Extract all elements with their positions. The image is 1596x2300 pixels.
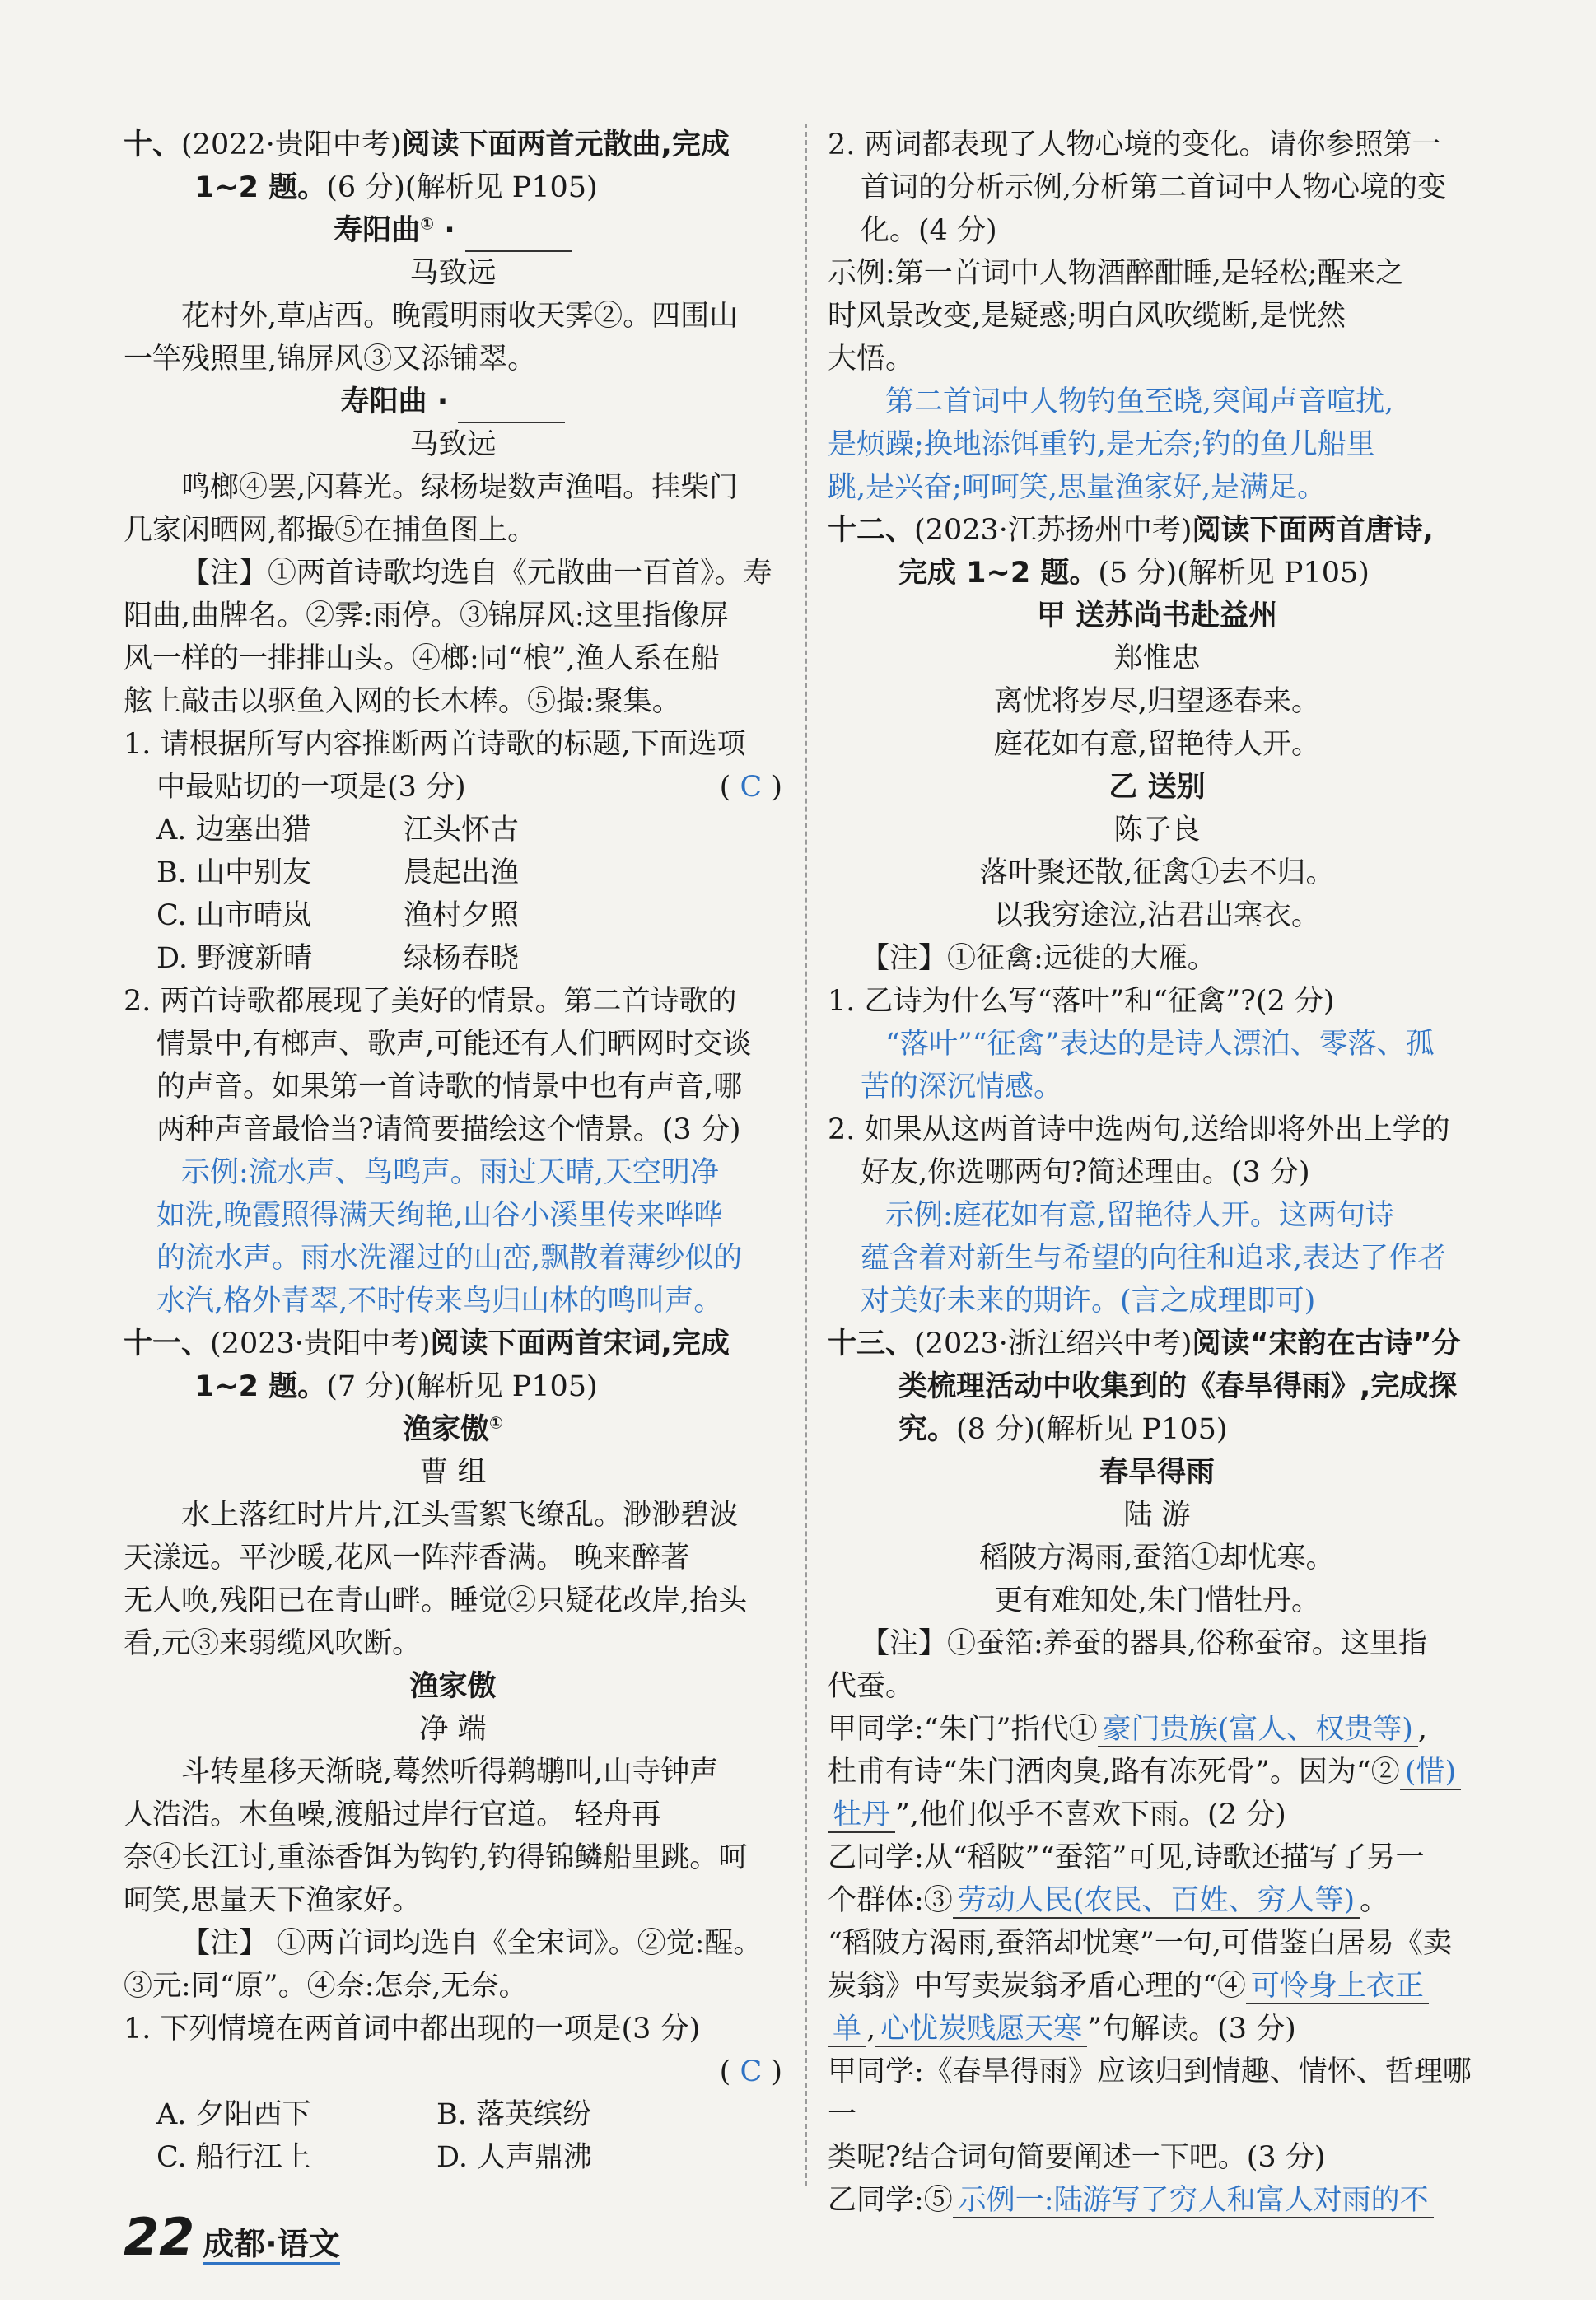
poem-1-line: 一竿残照里,锦屏风③又添铺翠。: [124, 343, 537, 376]
question-4-cont: 化。(4 分): [861, 214, 997, 247]
section-10-heading-cont: 1~2 题。(6 分)(解析见 P105): [194, 171, 598, 204]
poem-b-line: 落叶聚还散,征禽①去不归。: [979, 856, 1335, 889]
fill-line: 乙同学:从“稻陂”“蚕箔”可见,诗歌还描写了另一: [828, 1841, 1425, 1874]
column-divider: [805, 124, 807, 2186]
answer-line: 蕴含着对新生与希望的向往和追求,表达了作者: [861, 1242, 1447, 1275]
poem-a-title: 甲 送苏尚书赴益州: [1036, 599, 1278, 632]
answer-line: 第二首词中人物钓鱼至晓,突闻声音喧扰,: [885, 385, 1394, 418]
section-12-heading: 十二、(2023·江苏扬州中考)阅读下面两首唐诗,: [828, 514, 1434, 547]
question-1-cont: 中最贴切的一项是(3 分) ( C ): [124, 766, 782, 809]
option[interactable]: B. 落英缤纷: [436, 2098, 591, 2131]
section-13-heading-cont: 究。(8 分)(解析见 P105): [898, 1413, 1228, 1446]
question-2-cont: 两种声音最恰当?请简要描绘这个情景。(3 分): [156, 1113, 741, 1146]
answer-bracket: ( C ): [719, 2055, 782, 2088]
ci-1-title: 渔家傲①: [403, 1412, 503, 1446]
fill-line: 单 , 心忧炭贱愿天寒 ”句解读。(3 分): [828, 2008, 1486, 2050]
poem-1-title: 寿阳曲① ·: [124, 209, 782, 252]
poem-2-title: 寿阳曲 ·: [124, 380, 782, 423]
filled-blank[interactable]: 示例一:陆游写了穷人和富人对雨的不: [953, 2184, 1434, 2218]
filled-blank[interactable]: 可怜身上衣正: [1246, 1970, 1429, 2004]
answer-line: 示例:流水声、鸟鸣声。雨过天晴,天空明净: [181, 1156, 719, 1189]
question-3: 1. 下列情境在两首词中都出现的一项是(3 分): [124, 2013, 701, 2046]
ci-2-title: 渔家傲: [409, 1670, 497, 1703]
answer-line: 跳,是兴奋;呵呵笑,思量渔家好,是满足。: [828, 471, 1327, 504]
fill-line: 乙同学:⑤ 示例一:陆游写了穷人和富人对雨的不: [828, 2179, 1486, 2222]
question-2: 2. 两首诗歌都展现了美好的情景。第二首诗歌的: [124, 985, 737, 1018]
poem-b-author: 陈子良: [1113, 814, 1201, 847]
poem-a-line: 庭花如有意,留艳待人开。: [993, 728, 1321, 761]
filled-blank[interactable]: (惜): [1400, 1756, 1461, 1790]
ci-2-line: 奈④长江讨,重添香饵为钩钓,钓得锦鳞船里跳。呵: [124, 1841, 748, 1874]
option[interactable]: A. 边塞出猎: [156, 814, 311, 847]
note-line: 【注】①蚕箔:养蚕的器具,俗称蚕帘。这里指: [861, 1627, 1427, 1660]
section-10-heading: 十、(2022·贵阳中考)阅读下面两首元散曲,完成: [124, 128, 730, 161]
note-line: 代蚕。: [828, 1670, 915, 1703]
question-5: 1. 乙诗为什么写“落叶”和“征禽”?(2 分): [828, 985, 1335, 1018]
option[interactable]: C. 船行江上: [156, 2141, 311, 2174]
option[interactable]: D. 人声鼎沸: [436, 2141, 593, 2174]
note-line: 【注】 ①两首词均选自《全宋词》。②觉:醒。: [181, 1927, 763, 1960]
page-number: 22: [124, 2207, 195, 2267]
poem-c-line: 稻陂方渴雨,蚕箔①却忧寒。: [979, 1542, 1335, 1575]
section-11-heading-cont: 1~2 题。(7 分)(解析见 P105): [194, 1370, 598, 1403]
footer-title: 成都·语文: [203, 2226, 339, 2265]
answer-blank[interactable]: [458, 392, 565, 423]
example-line: 示例:第一首词中人物酒醉酣睡,是轻松;醒来之: [828, 257, 1404, 290]
note-line: 舷上敲击以驱鱼入网的长木棒。⑤撮:聚集。: [124, 685, 681, 718]
question-4: 2. 两词都表现了人物心境的变化。请你参照第一: [828, 128, 1441, 161]
ci-2-line: 呵笑,思量天下渔家好。: [124, 1884, 422, 1917]
ci-2-author: 净 端: [419, 1713, 487, 1746]
filled-blank[interactable]: 单: [828, 2013, 866, 2047]
question-2-cont: 的声音。如果第一首诗歌的情景中也有声音,哪: [156, 1071, 743, 1103]
poem-2-author: 马致远: [409, 428, 497, 461]
note-line: ③元:同“原”。④奈:怎奈,无奈。: [124, 1970, 528, 2003]
right-column: [828, 124, 1486, 2222]
answer-line: 对美好未来的期许。(言之成理即可): [861, 1285, 1316, 1318]
example-line: 大悟。: [828, 343, 915, 376]
option[interactable]: D. 野渡新晴: [156, 942, 313, 975]
question-3-options: [124, 2093, 782, 2179]
page-footer: [124, 2207, 340, 2267]
section-13-heading-cont: 类梳理活动中收集到的《春旱得雨》,完成探: [898, 1370, 1458, 1403]
poem-a-line: 离忧将岁尽,归望逐春来。: [993, 685, 1321, 718]
poem-a-author: 郑惟忠: [1113, 642, 1201, 675]
section-11-heading: 十一、(2023·贵阳中考)阅读下面两首宋词,完成: [124, 1327, 730, 1360]
answer-line: 苦的深沉情感。: [861, 1071, 1063, 1103]
filled-blank[interactable]: 心忧炭贱愿天寒: [875, 2013, 1087, 2047]
example-line: 时风景改变,是疑惑;明白风吹缆断,是恍然: [828, 300, 1346, 333]
question-6: 2. 如果从这两首诗中选两句,送给即将外出上学的: [828, 1113, 1450, 1146]
poem-b-line: 以我穷途泣,沾君出塞衣。: [993, 899, 1321, 932]
note-line: 风一样的一排排山头。④榔:同“桹”,渔人系在船: [124, 642, 720, 675]
question-1: 1. 请根据所写内容推断两首诗歌的标题,下面选项: [124, 728, 746, 761]
fill-line: 杜甫有诗“朱门酒肉臭,路有冻死骨”。因为“② (惜): [828, 1751, 1486, 1794]
option[interactable]: C. 山市晴岚: [156, 899, 311, 932]
note-line: 阳曲,曲牌名。②霁:雨停。③锦屏风:这里指像屏: [124, 599, 729, 632]
filled-blank[interactable]: 牡丹: [828, 1798, 895, 1833]
answer-line: 的流水声。雨水洗濯过的山峦,飘散着薄纱似的: [156, 1242, 743, 1275]
fill-line: 个群体:③ 劳动人民(农民、百姓、穷人等) 。: [828, 1884, 1389, 1917]
poem-1-line: 花村外,草店西。晚霞明雨收天霁②。四围山: [181, 300, 739, 333]
ci-2-line: 人浩浩。木鱼噪,渡船过岸行官道。 轻舟再: [124, 1798, 661, 1831]
left-column: [124, 124, 782, 2179]
ci-2-line: 斗转星移天渐晓,蓦然听得鹈鹕叫,山寺钟声: [181, 1756, 719, 1789]
fill-line: 牡丹 ”,他们似乎不喜欢下雨。(2 分): [828, 1794, 1486, 1836]
answer-blank[interactable]: [465, 221, 572, 252]
filled-blank[interactable]: 豪门贵族(富人、权贵等): [1098, 1713, 1418, 1747]
fill-line: 炭翁》中写卖炭翁矛盾心理的“④ 可怜身上衣正: [828, 1965, 1486, 2008]
question-6-cont: 好友,你选哪两句?简述理由。(3 分): [861, 1156, 1310, 1189]
fill-line: “稻陂方渴雨,蚕箔却忧寒”一句,可借鉴白居易《卖: [828, 1927, 1453, 1960]
option[interactable]: A. 夕阳西下: [156, 2098, 311, 2131]
poem-c-title: 春旱得雨: [1099, 1456, 1215, 1489]
answer-line: 是烦躁;换地添饵重钓,是无奈;钓的鱼儿船里: [828, 428, 1375, 461]
answer-line: 水汽,格外青翠,不时传来鸟归山林的鸣叫声。: [156, 1285, 723, 1318]
note-line: 【注】①征禽:远徙的大雁。: [861, 942, 1216, 975]
ci-1-line: 看,元③来弱缆风吹断。: [124, 1627, 422, 1660]
answer-line: 示例:庭花如有意,留艳待人开。这两句诗: [885, 1199, 1394, 1232]
option[interactable]: 绿杨春晓: [404, 942, 520, 975]
poem-b-title: 乙 送别: [1108, 771, 1206, 804]
note-line: 【注】①两首诗歌均选自《元散曲一百首》。寿: [181, 557, 772, 590]
poem-c-line: 更有难知处,朱门惜牡丹。: [993, 1584, 1321, 1617]
question-4-cont: 首词的分析示例,分析第二首词中人物心境的变: [861, 171, 1447, 204]
section-13-heading: 十三、(2023·浙江绍兴中考)阅读“宋韵在古诗”分: [828, 1327, 1461, 1360]
option[interactable]: 晨起出渔: [404, 856, 520, 889]
answer-bracket: ( C ): [719, 771, 782, 804]
ci-1-line: 天漾远。平沙暖,花风一阵萍香满。 晚来醉著: [124, 1542, 690, 1575]
ci-1-line: 水上落红时片片,江头雪絮飞缭乱。渺渺碧波: [181, 1499, 739, 1532]
poem-1-author: 马致远: [409, 257, 497, 290]
option[interactable]: 江头怀古: [404, 814, 520, 847]
filled-blank[interactable]: 劳动人民(农民、百姓、穷人等): [953, 1884, 1360, 1919]
answer-line: 如洗,晚霞照得满天绚艳,山谷小溪里传来哗哗: [156, 1199, 723, 1232]
ci-1-author: 曹 组: [419, 1456, 487, 1489]
poem-2-line: 鸣榔④罢,闪暮光。绿杨堤数声渔唱。挂柴门: [181, 471, 739, 504]
question-2-cont: 情景中,有榔声、歌声,可能还有人们晒网时交谈: [156, 1028, 752, 1061]
fill-line: 类呢?结合词句简要阐述一下吧。(3 分): [828, 2141, 1326, 2174]
ci-1-line: 无人唤,残阳已在青山畔。睡觉②只疑花改岸,抬头: [124, 1584, 748, 1617]
option[interactable]: B. 山中别友: [156, 856, 311, 889]
fill-line: 甲同学:《春旱得雨》应该归到情趣、情怀、哲理哪一: [828, 2055, 1472, 2131]
question-1-options: [124, 809, 782, 980]
poem-c-author: 陆 游: [1123, 1499, 1191, 1532]
poem-2-line: 几家闲晒网,都撮⑤在捕鱼图上。: [124, 514, 537, 547]
option[interactable]: 渔村夕照: [404, 899, 520, 932]
section-12-heading-cont: 完成 1~2 题。(5 分)(解析见 P105): [898, 557, 1370, 590]
answer-line: “落叶”“征禽”表达的是诗人漂泊、零落、孤: [885, 1028, 1435, 1061]
fill-line: 甲同学:“朱门”指代① 豪门贵族(富人、权贵等) ,: [828, 1713, 1428, 1746]
